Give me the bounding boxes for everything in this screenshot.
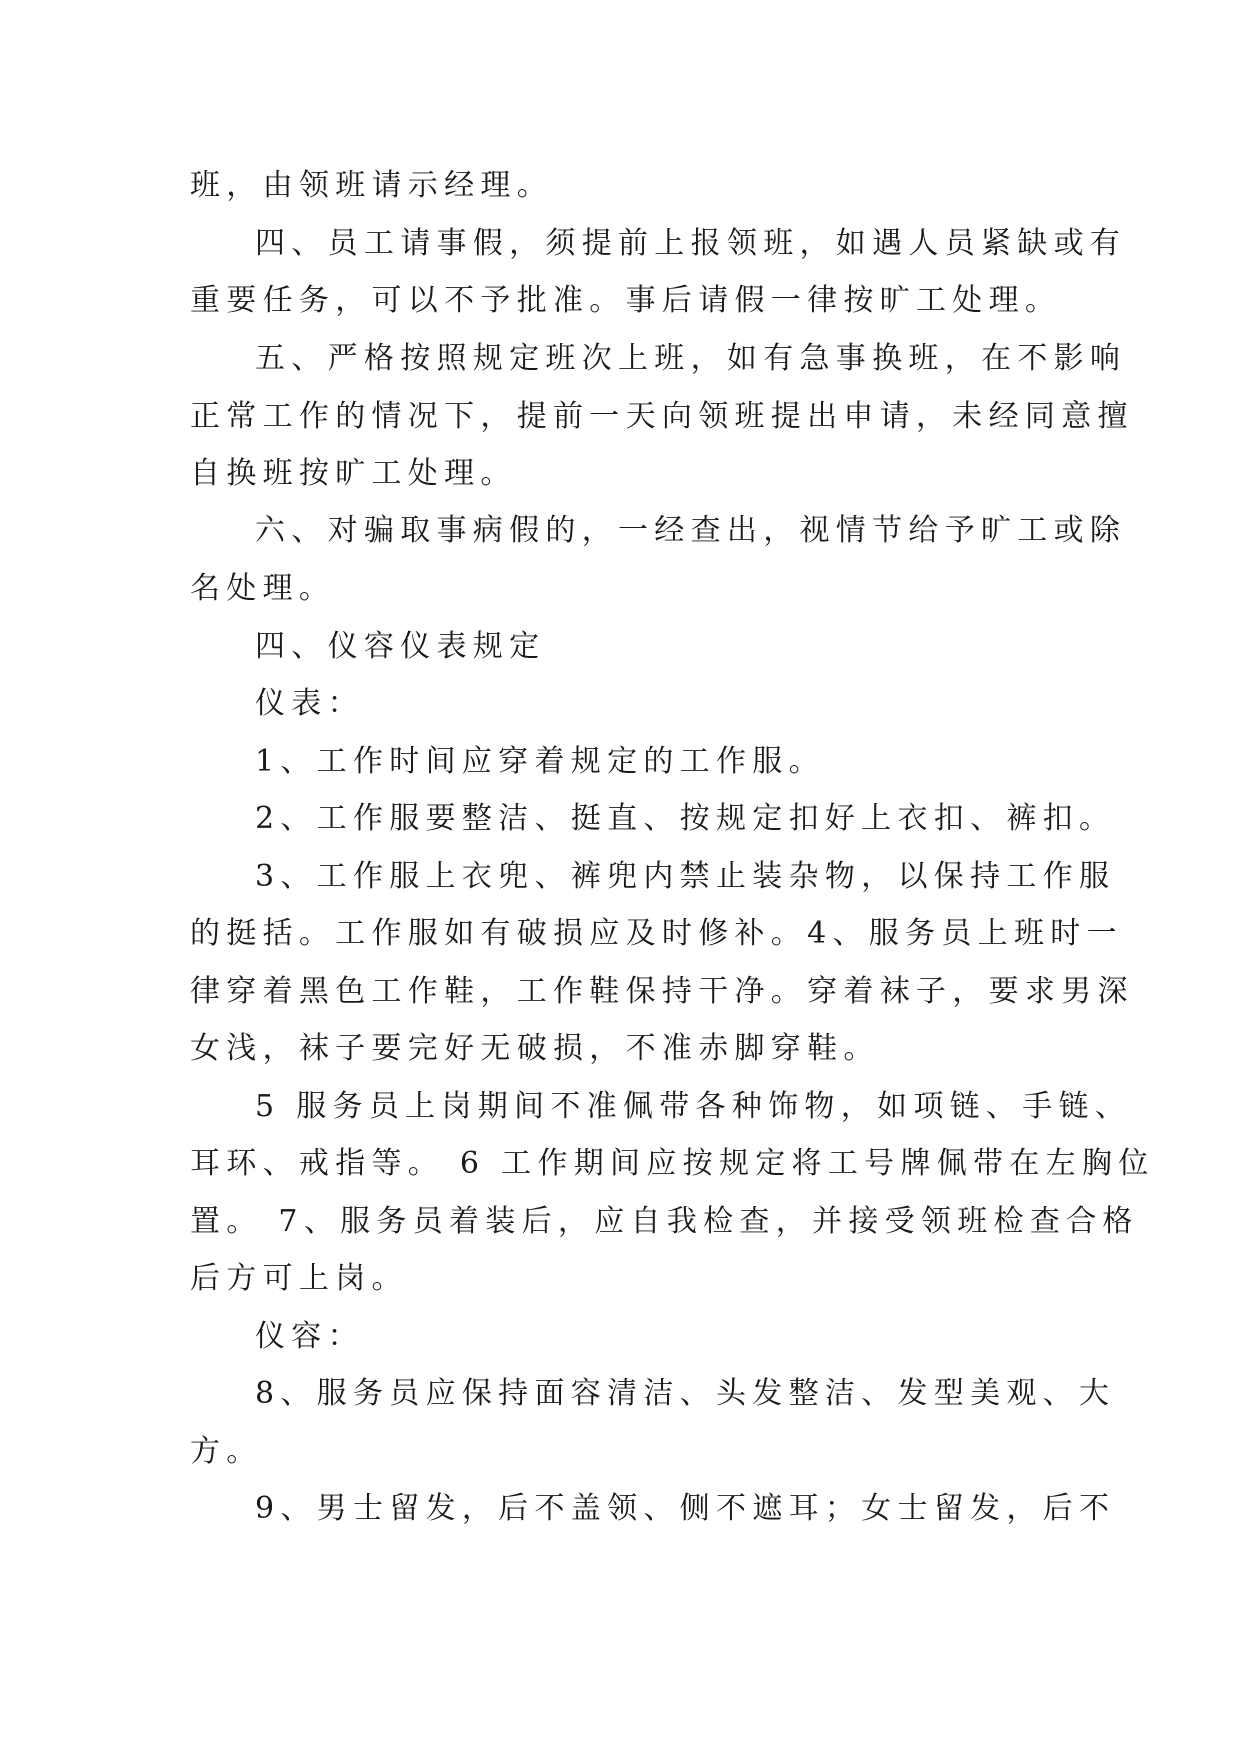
subsection-heading: 仪表：	[255, 686, 364, 721]
section-heading: 四、仪容仪表规定	[255, 629, 546, 664]
text-line: 9、男士留发，后不盖领、侧不遮耳；女士留发，后不	[255, 1491, 1116, 1526]
text-line: 五、严格按照规定班次上班，如有急事换班，在不影响	[255, 341, 1127, 376]
text-line: 的挺括。工作服如有破损应及时修补。4、服务员上班时一	[190, 916, 1123, 951]
text-line: 1、工作时间应穿着规定的工作服。	[255, 744, 825, 779]
text-line: 正常工作的情况下，提前一天向领班提出申请，未经同意擅	[190, 399, 1134, 434]
text-line: 女浅，袜子要完好无破损，不准赤脚穿鞋。	[190, 1031, 880, 1066]
text-line: 8、服务员应保持面容清洁、头发整洁、发型美观、大	[255, 1376, 1116, 1411]
text-line: 5 服务员上岗期间不准佩带各种饰物，如项链、手链、	[255, 1089, 1132, 1124]
text-line: 自换班按旷工处理。	[190, 456, 517, 491]
text-line: 律穿着黑色工作鞋，工作鞋保持干净。穿着袜子，要求男深	[190, 974, 1134, 1009]
subsection-heading: 仪容：	[255, 1319, 364, 1354]
text-line: 重要任务，可以不予批准。事后请假一律按旷工处理。	[190, 283, 1062, 318]
text-line: 置。 7、服务员着装后，应自我检查，并接受领班检查合格	[190, 1204, 1139, 1239]
text-line: 方。	[190, 1434, 263, 1469]
text-line: 班，由领班请示经理。	[190, 168, 553, 203]
text-line: 名处理。	[190, 571, 336, 606]
text-line: 耳环、戒指等。 6 工作期间应按规定将工号牌佩带在左胸位	[190, 1146, 1155, 1181]
text-line: 3、工作服上衣兜、裤兜内禁止装杂物，以保持工作服	[255, 859, 1116, 894]
text-line: 六、对骗取事病假的，一经查出，视情节给予旷工或除	[255, 513, 1127, 548]
text-line: 四、员工请事假，须提前上报领班，如遇人员紧缺或有	[255, 226, 1127, 261]
text-line: 2、工作服要整洁、挺直、按规定扣好上衣扣、裤扣。	[255, 801, 1116, 836]
text-line: 后方可上岗。	[190, 1261, 408, 1296]
